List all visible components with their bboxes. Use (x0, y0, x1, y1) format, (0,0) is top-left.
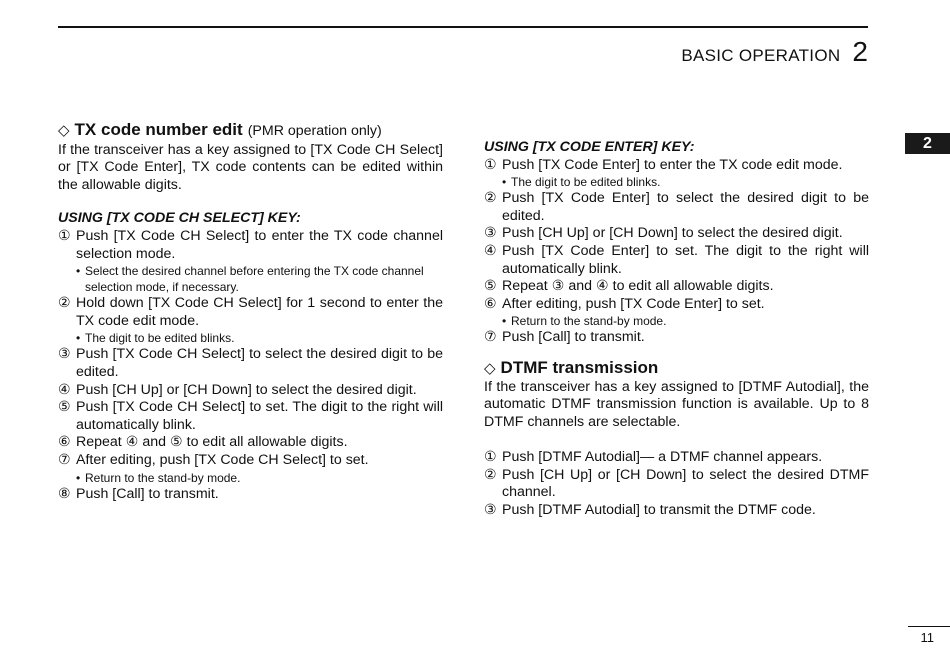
page-number: 11 (920, 630, 934, 645)
bullet-icon: • (76, 470, 81, 485)
step-item (484, 329, 869, 347)
diamond-icon: ◇ (484, 359, 496, 377)
note-text: The digit to be edited blinks. (511, 175, 661, 190)
step-number: ④ (58, 381, 71, 398)
step-number: ⑥ (484, 295, 497, 312)
tx-code-heading (58, 121, 443, 141)
step-text: Hold down [TX Code CH Select] for 1 second to enter the TX code edit mode. (76, 295, 443, 329)
step-text: Push [TX Code Enter] to enter the TX code edit mode. (502, 156, 843, 173)
step-item (484, 502, 869, 520)
step-item (484, 467, 869, 502)
step-number: ⑧ (58, 485, 71, 502)
step-text: Repeat ③ and ④ to edit all allowable digits. (502, 278, 774, 295)
step-item (484, 243, 869, 278)
step-item (58, 295, 443, 330)
step-item (58, 382, 443, 400)
step-note (58, 263, 443, 295)
left-column (58, 121, 443, 503)
right-column (484, 139, 869, 519)
step-text: After editing, push [TX Code Enter] to set. (502, 295, 765, 312)
dtmf-steps (484, 449, 869, 519)
step-text: Push [DTMF Autodial] to transmit the DTMF code. (502, 501, 816, 518)
step-item (58, 399, 443, 434)
page-header (681, 36, 868, 68)
section-title: BASIC OPERATION (681, 46, 841, 65)
step-number: ⑦ (58, 451, 71, 468)
step-text: Push [TX Code CH Select] to set. The digit to the right will automatically blink. (76, 399, 443, 433)
step-note (58, 470, 443, 486)
top-rule (58, 26, 868, 28)
step-item (58, 228, 443, 263)
step-number: ① (484, 156, 497, 173)
step-number: ③ (484, 501, 497, 518)
heading-text: DTMF transmission (500, 357, 659, 377)
step-text: Push [CH Up] or [CH Down] to select the desired digit. (502, 225, 843, 242)
step-item (484, 157, 869, 175)
step-item (58, 434, 443, 452)
step-number: ② (58, 295, 71, 312)
dtmf-heading (484, 359, 869, 378)
note-text: The digit to be edited blinks. (85, 331, 235, 346)
step-item (484, 190, 869, 225)
step-text: Push [TX Code Enter] to set. The digit to the right will automatically blink. (502, 242, 869, 277)
tx-code-intro: If the transceiver has a key assigned to [TX Code CH Select] or [TX Code Enter], TX code contents can be edited within the allowable digits. (58, 141, 443, 193)
step-text: Push [Call] to transmit. (76, 485, 219, 502)
step-number: ⑥ (58, 434, 71, 451)
step-text: Push [DTMF Autodial]— a DTMF channel appears. (502, 448, 823, 465)
step-text: After editing, push [TX Code CH Select] to set. (76, 451, 369, 468)
note-text: Select the desired channel before entering the TX code channel selection mode, if necessary. (85, 264, 424, 295)
step-number: ⑤ (484, 278, 497, 295)
step-item (484, 296, 869, 314)
step-text: Push [TX Code CH Select] to select the desired digit to be edited. (76, 346, 443, 380)
step-number: ① (58, 227, 71, 244)
step-number: ④ (484, 242, 497, 259)
heading-subtitle: (PMR operation only) (247, 123, 382, 139)
step-note (58, 330, 443, 346)
code-enter-subhead: USING [TX CODE ENTER] KEY: (484, 139, 695, 155)
step-text: Push [CH Up] or [CH Down] to select the desired DTMF channel. (502, 466, 869, 501)
step-text: Repeat ④ and ⑤ to edit all allowable digits. (76, 434, 348, 451)
code-enter-steps (484, 157, 869, 347)
heading-text: TX code number edit (74, 120, 243, 139)
footer-rule (908, 626, 950, 627)
step-number: ⑦ (484, 329, 497, 346)
step-item (484, 225, 869, 243)
step-text: Push [CH Up] or [CH Down] to select the desired digit. (76, 381, 417, 398)
ch-select-steps (58, 228, 443, 503)
bullet-icon: • (502, 314, 507, 329)
dtmf-intro: If the transceiver has a key assigned to [DTMF Autodial], the automatic DTMF transmission function is available. Up to 8 DTMF channels are selectable. (484, 378, 869, 430)
step-note (484, 313, 869, 329)
note-text: Return to the stand-by mode. (85, 470, 241, 485)
step-text: Push [Call] to transmit. (502, 329, 645, 346)
step-item (484, 278, 869, 296)
bullet-icon: • (76, 264, 81, 279)
step-text: Push [TX Code Enter] to select the desired digit to be edited. (502, 190, 869, 224)
note-text: Return to the stand-by mode. (511, 314, 667, 329)
step-item (58, 346, 443, 381)
step-note (484, 174, 869, 190)
chapter-tab: 2 (905, 133, 950, 154)
step-number: ③ (58, 346, 71, 363)
step-number: ③ (484, 225, 497, 242)
step-number: ① (484, 448, 497, 465)
step-number: ⑤ (58, 399, 71, 416)
step-number: ② (484, 190, 497, 207)
step-item (58, 452, 443, 470)
bullet-icon: • (76, 331, 81, 346)
diamond-icon: ◇ (58, 122, 70, 139)
step-item (58, 486, 443, 504)
step-number: ② (484, 466, 497, 483)
bullet-icon: • (502, 175, 507, 190)
chapter-number: 2 (852, 36, 868, 67)
step-item (484, 449, 869, 467)
ch-select-subhead: USING [TX CODE CH SELECT] KEY: (58, 210, 301, 227)
step-text: Push [TX Code CH Select] to enter the TX code channel selection mode. (76, 227, 443, 262)
